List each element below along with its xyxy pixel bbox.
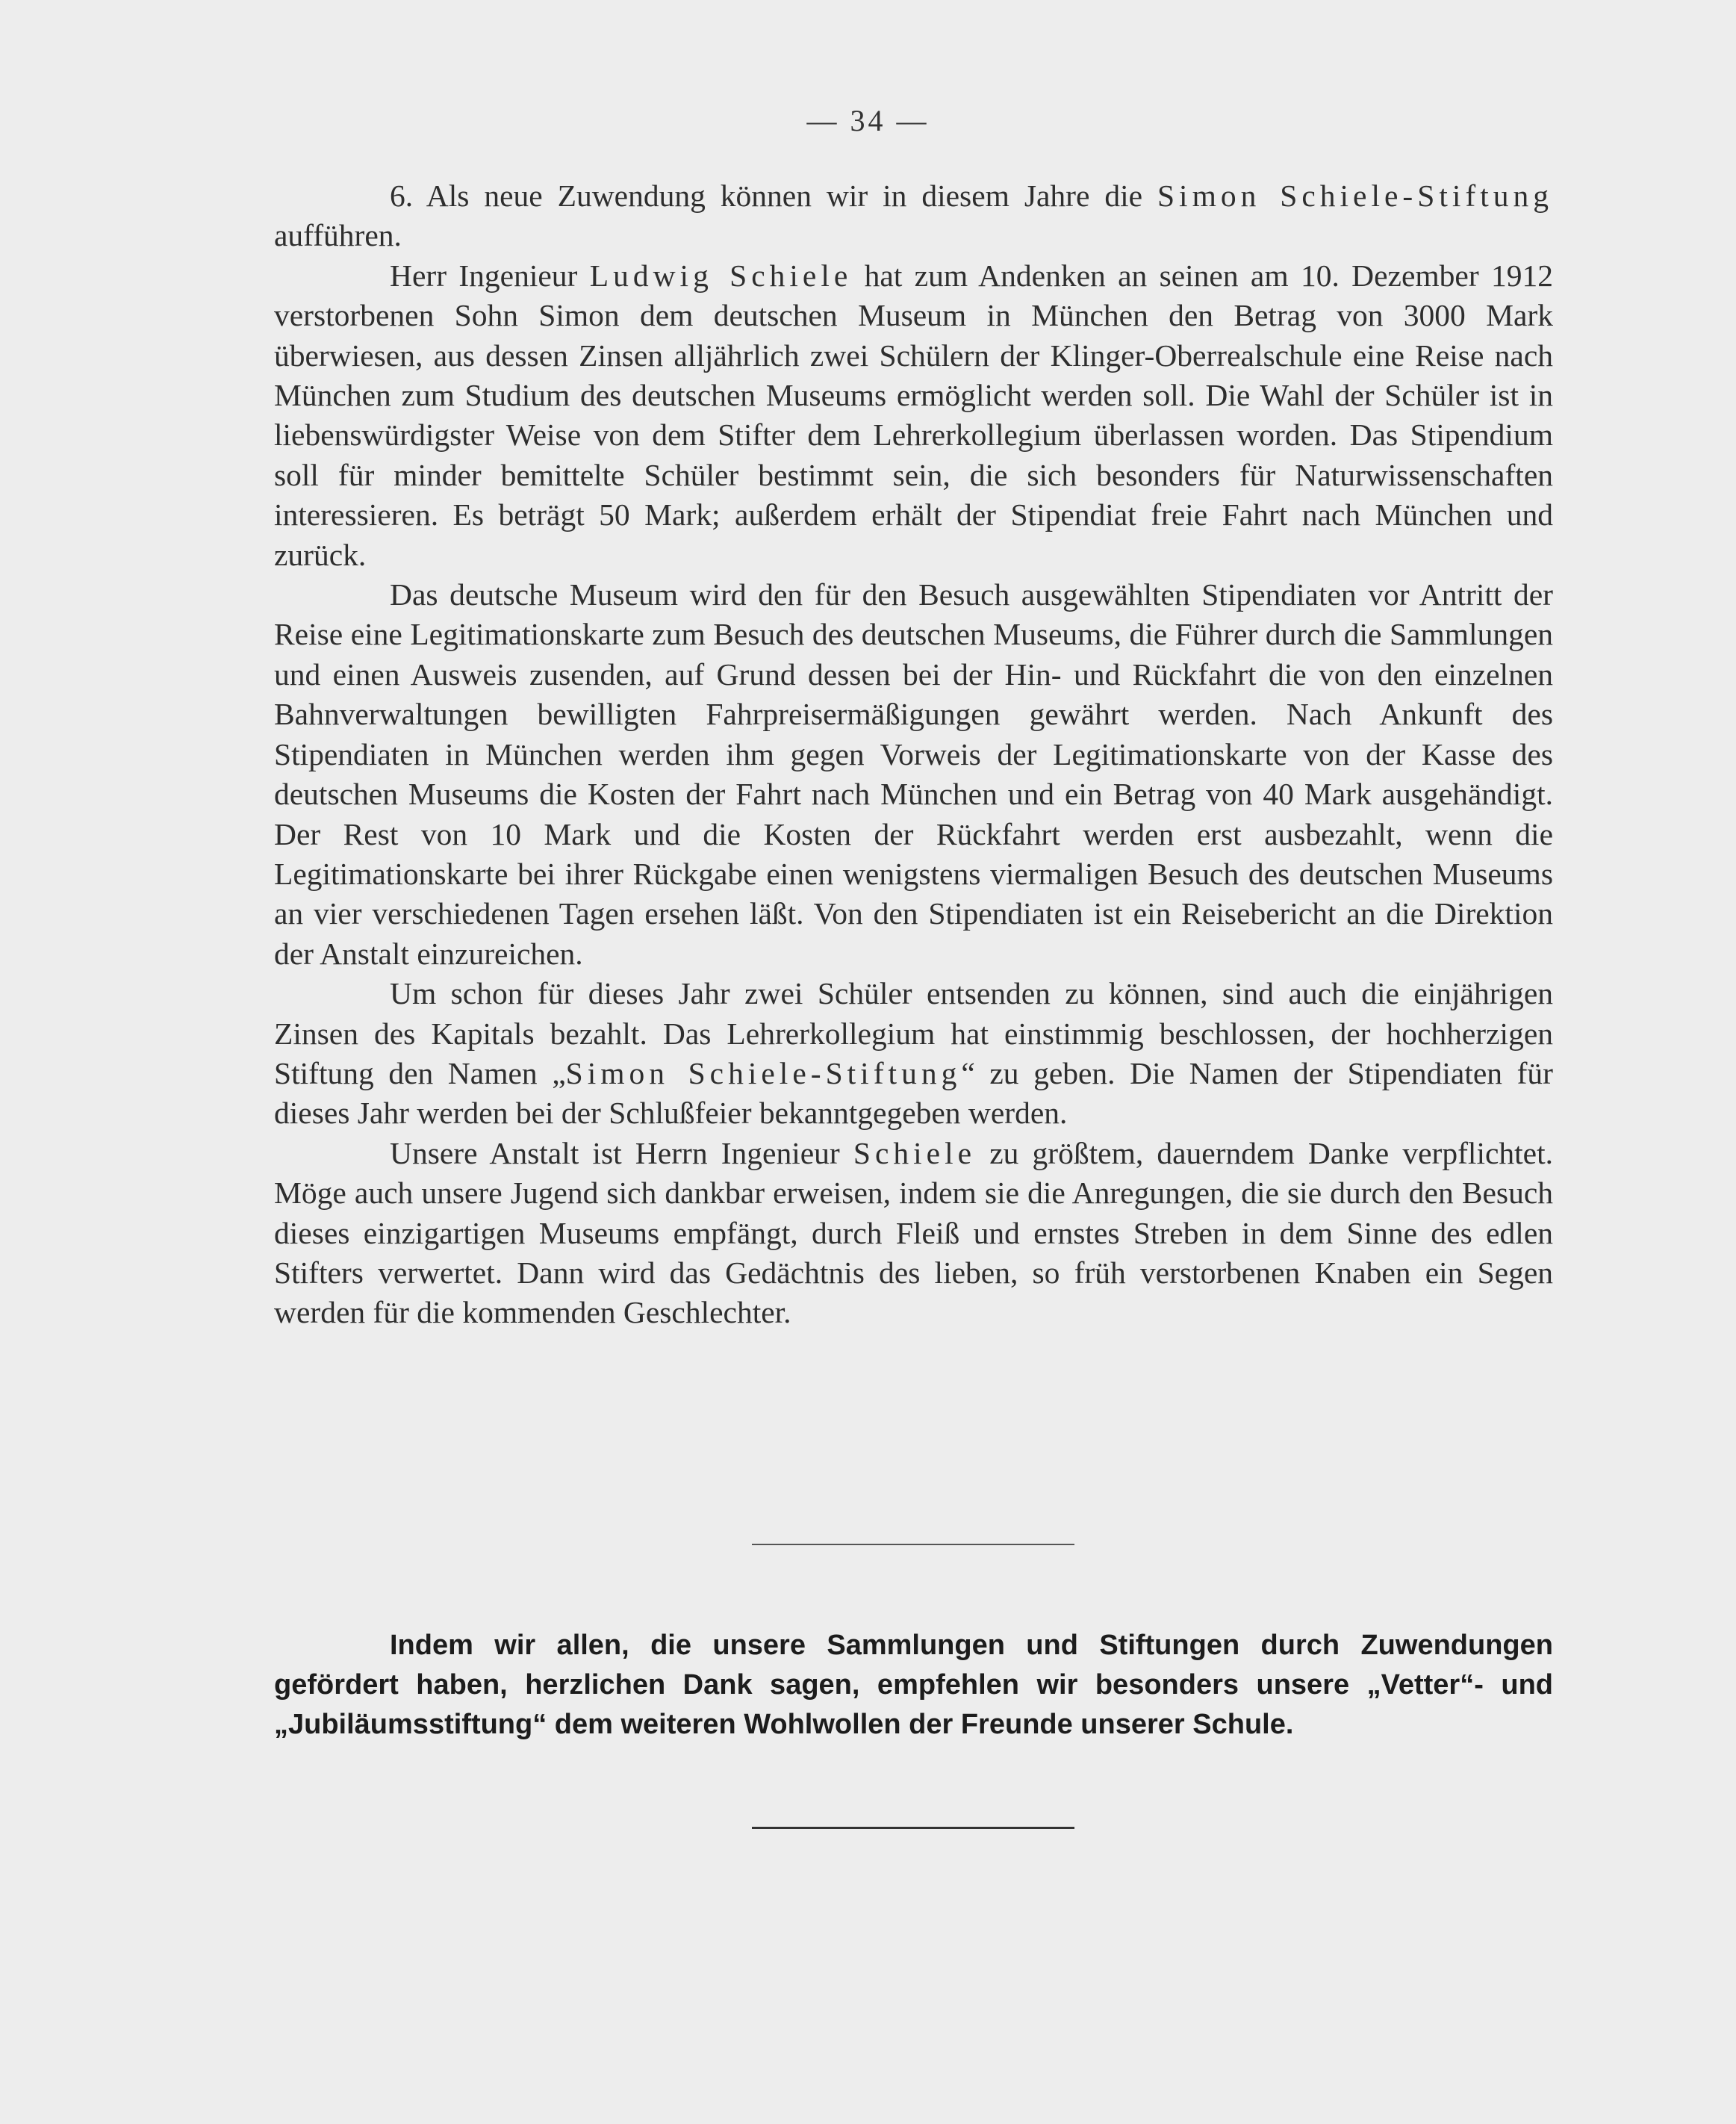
separator-rule (752, 1827, 1074, 1829)
separator-rule (752, 1544, 1074, 1545)
closing-note (274, 1626, 1553, 1745)
spaced-name: Simon Schiele-Stiftung (565, 1055, 962, 1090)
page-number: — 34 — (806, 104, 930, 137)
spaced-name: Simon Schiele-Stiftung (1157, 178, 1553, 213)
closing-note-text: Indem wir allen, die unsere Sammlungen und Stiftungen durch Zuwendungen gefördert haben, herzlichen Dank sagen, empfehlen wir besonders unsere „Vetter“- und „Jubiläumsstiftung“ dem weiteren Wohlwollen der Freunde unserer Schule. (274, 1630, 1553, 1740)
spaced-name: Schiele (853, 1135, 977, 1170)
text-segment: Unsere Anstalt ist Herrn Ingenieur (390, 1135, 853, 1170)
text-segment: Das deutsche Museum wird den für den Besuch ausgewählten Stipendiaten vor Antritt der Reise eine Legitimationskarte zum Besuch des deutschen Museums, die Führer durch die Sammlungen und einen Ausweis zusenden, auf Grund dessen bei der Hin- und Rückfahrt die von den einzelnen Bahnverwaltungen bewilligten Fahrpreisermäßigungen gewährt werden. Nach Ankunft des Stipendiaten in München werden ihm gegen Vorweis der Legitimationskarte von der Kasse des deutschen Museums die Kosten der Fahrt nach München und ein Betrag von 40 Mark ausgehändigt. Der Rest von 10 Mark und die Kosten der Rückfahrt werden erst ausbezahlt, wenn die Legitimationskarte bei ihrer Rückgabe einen wenigstens viermaligen Besuch des deutschen Museums an vier verschiedenen Tagen ersehen läßt. Von den Stipendiaten ist ein Reisebericht an die Direktion der Anstalt einzureichen. (274, 577, 1553, 971)
body-text (274, 176, 1553, 1333)
text-segment: Herr Ingenieur (390, 258, 590, 293)
paragraph (274, 1134, 1553, 1333)
paragraph (274, 575, 1553, 974)
text-segment: Um schon für dieses Jahr zwei Schüler entsenden zu können, sind auch die einjährigen Zinsen des Kapitals bezahlt. Das Lehrerkollegium hat einstimmig beschlossen, der hochherzigen Stiftung den Namen „ (274, 976, 1553, 1090)
text-segment: “ zu geben. Die Namen der Stipendiaten für dieses Jahr werden bei der Schlußfeier bekanntgegeben werden. (274, 1055, 1553, 1131)
text-segment: aufführen. (274, 218, 402, 253)
text-segment: hat zum Andenken an seinen am 10. Dezember 1912 verstorbenen Sohn Simon dem deutschen Museum in München den Betrag von 3000 Mark überwiesen, aus dessen Zinsen alljährlich zwei Schülern der Klinger-Oberrealschule eine Reise nach München zum Studium des deutschen Museums ermöglicht werden soll. Die Wahl der Schüler ist in liebenswürdigster Weise von dem Stifter dem Lehrerkollegium überlassen worden. Das Stipendium soll für minder bemittelte Schüler bestimmt sein, die sich besonders für Naturwissenschaften interessieren. Es beträgt 50 Mark; außerdem erhält der Stipendiat freie Fahrt nach München und zurück. (274, 258, 1554, 572)
paragraph (274, 176, 1553, 256)
text-segment: 6. Als neue Zuwendung können wir in diesem Jahre die (390, 178, 1157, 213)
paragraph (274, 256, 1553, 575)
paragraph (274, 974, 1553, 1134)
text-segment: zu größtem, dauerndem Danke verpflichtet. Möge auch unsere Jugend sich dankbar erweisen, indem sie die Anregungen, die sie durch den Besuch dieses einzigartigen Museums empfängt, durch Fleiß und ernstes Streben in dem Sinne des edlen Stifters verwertet. Dann wird das Gedächtnis des lieben, so früh verstorbenen Knaben ein Segen werden für die kommenden Geschlechter. (274, 1135, 1553, 1330)
spaced-name: Ludwig Schiele (589, 258, 853, 293)
